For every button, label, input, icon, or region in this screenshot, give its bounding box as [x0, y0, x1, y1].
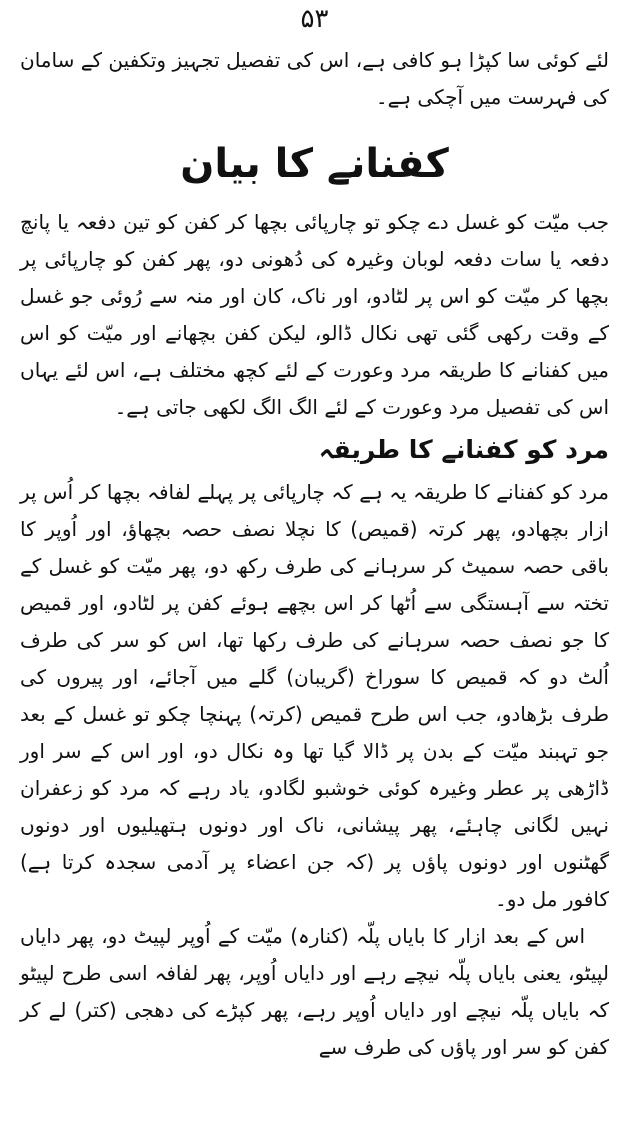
page-number: ۵۳: [300, 4, 329, 34]
subheading: مرد کو کفنانے کا طریقہ: [318, 435, 609, 464]
section-title: کفنانے کا بیان: [180, 141, 449, 187]
closing-paragraph: اس کے بعد ازار کا بایاں پلّہ (کنارہ) میّت کے اُوپر لپیٹ دو، پھر دایاں لپیٹو، یعنی بایاں پلّہ نیچے رہے اور دایاں اُوپر، پھر لفافہ اسی طرح لپیٹو کہ بایاں پلّہ نیچے اور دایاں اُوپر رہے، پھر کپڑے کی دھجی (کتر) لے کر کفن کو سر اور پاؤں کی طرف سے: [20, 924, 609, 1059]
intro-paragraph: لئے کوئی سا کپڑا ہو کافی ہے، اس کی تفصیل تجہیز وتکفین کے سامان کی فہرست میں آچکی ہے۔: [20, 48, 609, 109]
method-paragraph: مرد کو کفنانے کا طریقہ یہ ہے کہ چارپائی پر پہلے لفافہ بچھا کر اُس پر ازار بچھادو، پھر کرتہ (قمیص) کا نچلا نصف حصہ بچھاؤ، اور اُوپر کا باقی حصہ سمیٹ کر سرہانے کی طرف رکھ دو، پھر میّت کو غسل کے تختہ سے آہستگی سے اُٹھا کر اس بچھے ہوئے کفن پر لٹادو، اور قمیص کا جو نصف حصہ سرہانے کی طرف رکھا تھا، اس کو سر کی طرف اُلٹ دو کہ قمیص کا سوراخ (گریبان) گلے میں آجائے، اور پیروں کی طرف بڑھادو، جب اس طرح قمیص (کرتہ) پہنچا چکو تو غسل کے بعد جو تہبند میّت کے بدن پر ڈالا گیا تھا وہ نکال دو، اور اس کے سر اور ڈاڑھی پر عطر وغیرہ کوئی خوشبو لگادو، یاد رہے کہ مرد کو زعفران نہیں لگانی چاہئے، پھر پیشانی، ناک اور دونوں ہتھیلیوں اور دونوں گھٹنوں اور دونوں پاؤں پر (کہ جن اعضاء پر آدمی سجدہ کرتا ہے) کافور مل دو۔: [20, 480, 609, 911]
section-paragraph: جب میّت کو غسل دے چکو تو چارپائی بچھا کر کفن کو تین دفعہ یا پانچ دفعہ یا سات دفعہ لوبان وغیرہ کی دُھونی دو، پھر کفن کو چارپائی پر بچھا کر میّت کو اس پر لٹادو، اور ناک، کان اور منہ سے رُوئی جو غسل کے وقت رکھی گئی تھی نکال ڈالو، لیکن کفن بچھانے اور میّت کو اس میں کفنانے کا طریقہ مرد وعورت کے لئے کچھ مختلف ہے، اس لئے یہاں اس کی تفصیل مرد وعورت کے لئے الگ الگ لکھی جاتی ہے۔: [20, 210, 609, 419]
